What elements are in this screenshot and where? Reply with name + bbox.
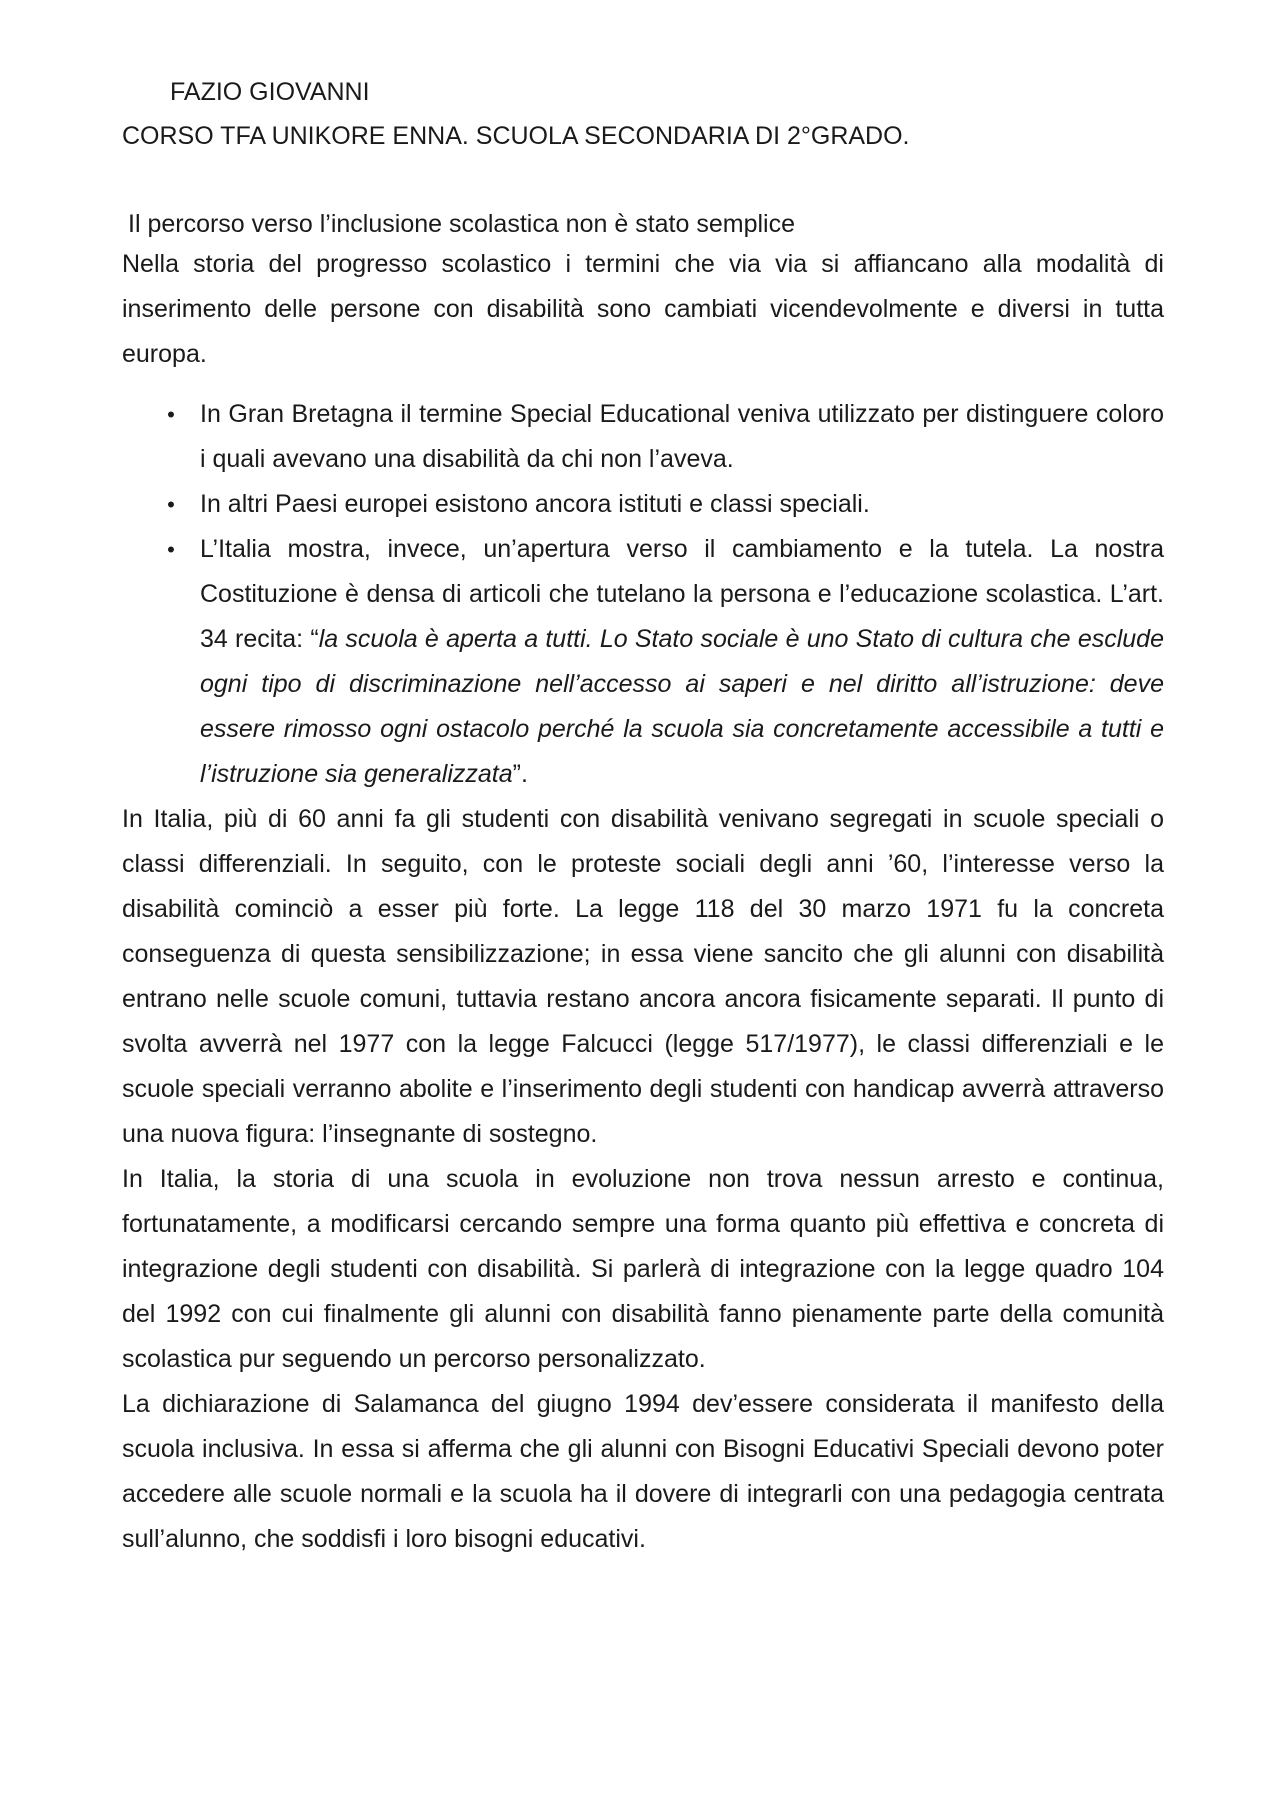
- integration-paragraph: In Italia, la storia di una scuola in evoluzione non trova nessun arresto e continua, fortunatamente, a modificarsi cercando sempre una forma quanto più effettiva e concreta di integrazione degli studenti con disabilità. Si parlerà di integrazione con la legge quadro 104 del 1992 con cui finalmente gli alunni con disabilità fanno pienamente parte della comunità scolastica pur seguendo un percorso personalizzato.: [122, 1165, 1164, 1373]
- list-item: [122, 527, 1164, 797]
- bullet-dot-icon: •: [167, 492, 175, 517]
- bullet-dot-icon: •: [167, 537, 175, 562]
- salamanca-paragraph: La dichiarazione di Salamanca del giugno 1994 dev’essere considerata il manifesto della scuola inclusiva. In essa si afferma che gli alunni con Bisogni Educativi Speciali devono poter accedere alle scuole normali e la scuola ha il dovere di integrarli con una pedagogia centrata sull’alunno, che soddisfi i loro bisogni educativi.: [122, 1390, 1164, 1553]
- list-item-text: In altri Paesi europei esistono ancora istituti e classi speciali.: [200, 490, 870, 518]
- list-item: [122, 482, 1164, 527]
- list-item-text: In Gran Bretagna il termine Special Educational veniva utilizzato per distinguere coloro i quali avevano una disabilità da chi non l’aveva.: [200, 400, 1164, 473]
- intro-paragraph: Nella storia del progresso scolastico i termini che via via si affiancano alla modalità di inserimento delle persone con disabilità sono cambiati vicendevolmente e diversi in tutta europa.: [122, 250, 1164, 368]
- author-name: FAZIO GIOVANNI: [170, 78, 370, 106]
- course-title: CORSO TFA UNIKORE ENNA. SCUOLA SECONDARIA DI 2°GRADO.: [122, 122, 910, 150]
- topic-heading: Il percorso verso l’inclusione scolastica non è stato semplice: [128, 210, 795, 238]
- list-item-text: L’Italia mostra, invece, un’apertura verso il cambiamento e la tutela. La nostra Costituzione è densa di articoli che tutelano la persona e l’educazione scolastica. L’art. 34 recita: “: [200, 535, 1164, 653]
- quote-closing: ”.: [512, 760, 528, 788]
- constitution-quote: la scuola è aperta a tutti. Lo Stato sociale è uno Stato di cultura che esclude ogni tipo di discriminazione nell’accesso ai saperi e nel diritto all’istruzione: deve essere rimosso ogni ostacolo perché la scuola sia concretamente accessibile a tutti e l’istruzione sia generalizzata: [200, 625, 1164, 788]
- document-body: [122, 74, 1164, 1562]
- history-paragraph: In Italia, più di 60 anni fa gli studenti con disabilità venivano segregati in scuole speciali o classi differenziali. In seguito, con le proteste sociali degli anni ’60, l’interesse verso la disabilità cominciò a esser più forte. La legge 118 del 30 marzo 1971 fu la concreta conseguenza di questa sensibilizzazione; in essa viene sancito che gli alunni con disabilità entrano nelle scuole comuni, tuttavia restano ancora ancora fisicamente separati. Il punto di svolta avverrà nel 1977 con la legge Falcucci (legge 517/1977), le classi differenziali e le scuole speciali verranno abolite e l’inserimento degli studenti con handicap avverrà attraverso una nuova figura: l’insegnante di sostegno.: [122, 805, 1164, 1148]
- bullet-dot-icon: •: [167, 402, 175, 427]
- bullet-list: [122, 392, 1164, 797]
- list-item: [122, 392, 1164, 482]
